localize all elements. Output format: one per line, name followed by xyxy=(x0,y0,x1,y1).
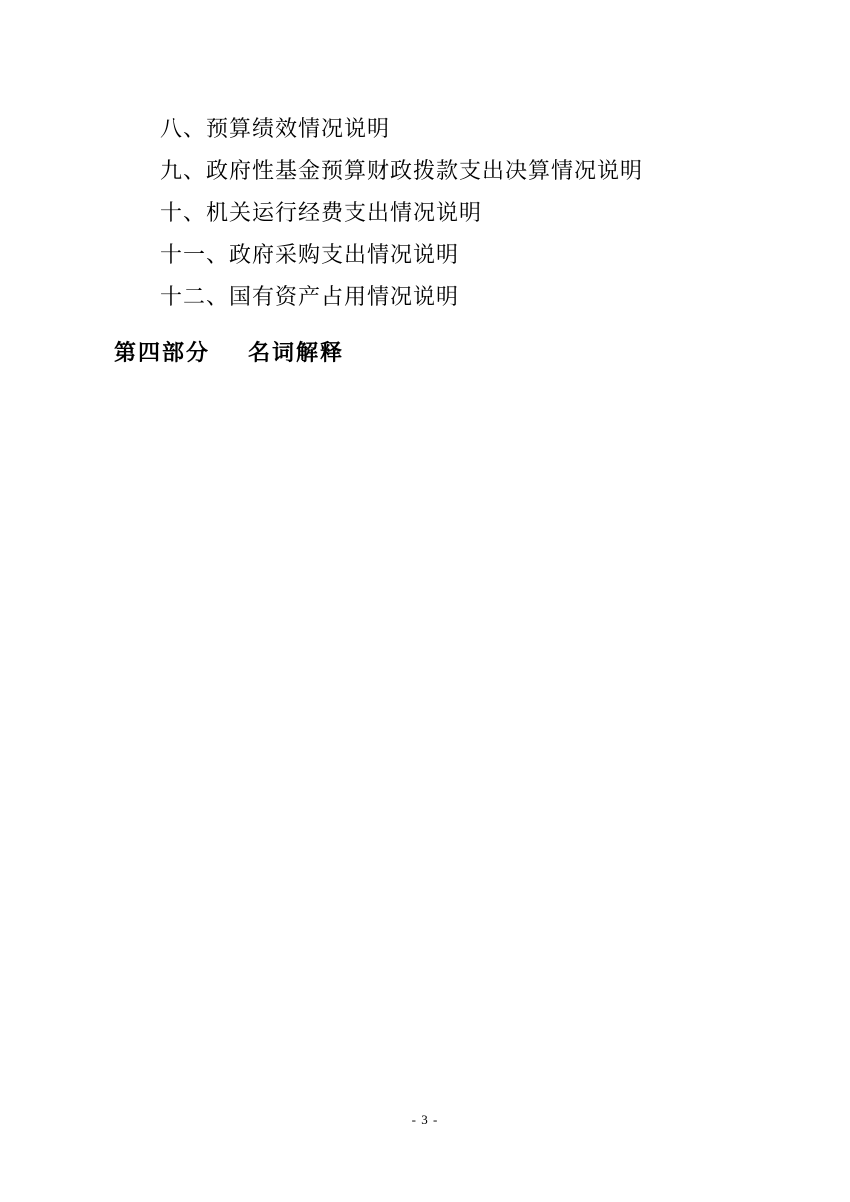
toc-item-12: 十二、国有资产占用情况说明 xyxy=(160,284,460,309)
part-heading-title: 名词解释 xyxy=(248,340,345,365)
toc-item-8: 八、预算绩效情况说明 xyxy=(160,116,391,141)
page-number: - 3 - xyxy=(411,1112,439,1127)
toc-item-11: 十一、政府采购支出情况说明 xyxy=(160,242,460,267)
section-part-heading xyxy=(0,332,850,374)
toc-item-10: 十、机关运行经费支出情况说明 xyxy=(160,200,483,225)
table-of-contents xyxy=(0,108,850,374)
part-heading-label: 第四部分 xyxy=(114,340,211,365)
toc-item-9: 九、政府性基金预算财政拨款支出决算情况说明 xyxy=(160,158,644,183)
